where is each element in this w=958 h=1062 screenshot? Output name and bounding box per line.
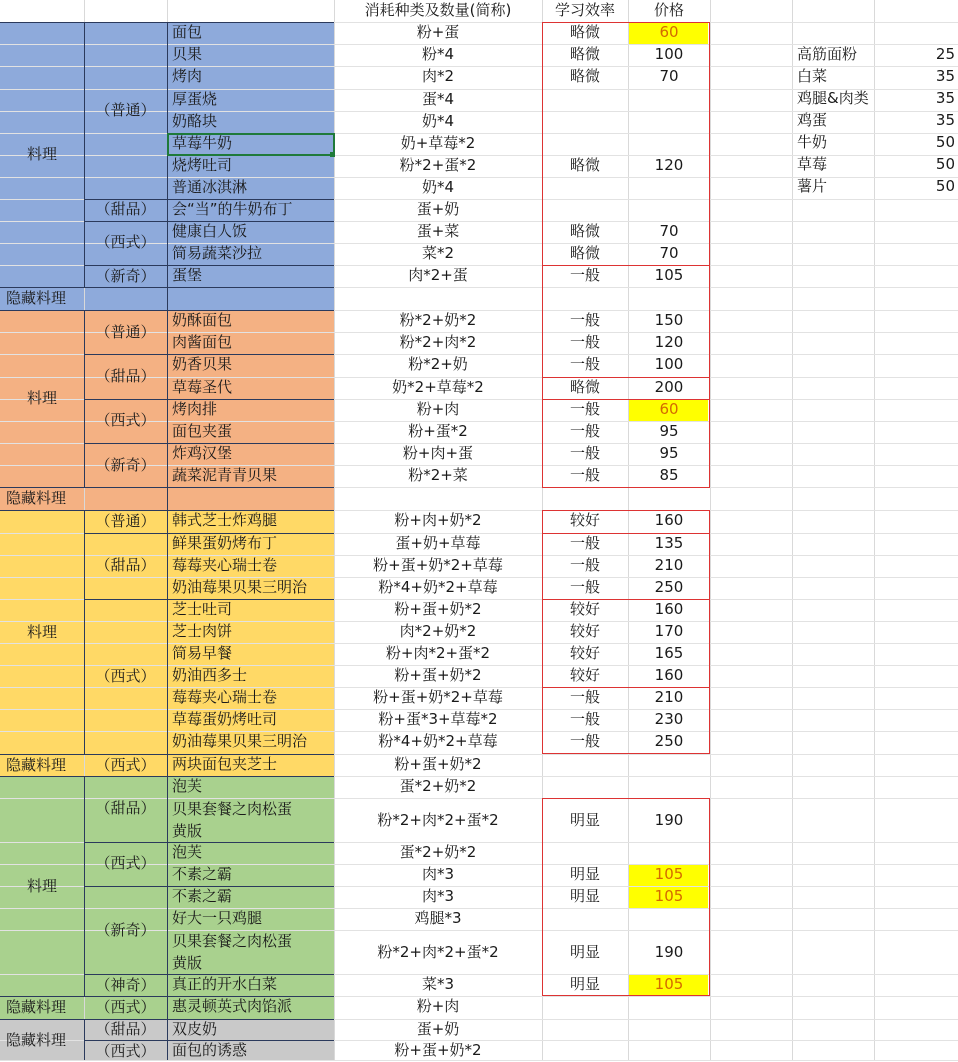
dish-name[interactable]: 简易蔬菜沙拉 — [172, 244, 263, 262]
ingredient-cell[interactable]: 粉*2+奶 — [408, 355, 468, 373]
section-label-hidden: 隐藏料理 — [6, 489, 67, 507]
dish-name[interactable]: 烧烤吐司 — [172, 156, 233, 174]
category-label: （甜品） — [95, 367, 156, 385]
price-cell[interactable]: 135 — [654, 534, 684, 552]
ingredient-cell[interactable]: 粉*4+奶*2+草莓 — [378, 732, 498, 750]
section-label: 料理 — [26, 145, 57, 163]
efficiency-cell[interactable]: 较好 — [569, 600, 600, 618]
category-label: （西式） — [95, 854, 156, 872]
efficiency-cell[interactable]: 明显 — [569, 811, 600, 829]
dish-name[interactable]: 面包的诱惑 — [172, 1041, 248, 1059]
ingredient-cell[interactable]: 粉*2+肉*2 — [399, 333, 477, 351]
price-cell[interactable]: 85 — [659, 466, 679, 484]
dish-name[interactable]: 芝士肉饼 — [172, 622, 233, 640]
dish-name[interactable]: 奶油莓果贝果三明治 — [172, 732, 308, 750]
header-ingredients: 消耗种类及数量(简称) — [364, 1, 512, 19]
dish-name-line2[interactable]: 黄版 — [172, 822, 203, 840]
ingredient-cell[interactable]: 粉*2+蛋*2 — [399, 156, 477, 174]
category-label: （西式） — [95, 998, 156, 1016]
dish-name[interactable]: 韩式芝士炸鸡腿 — [172, 511, 278, 529]
dish-name[interactable]: 真正的开水白菜 — [172, 975, 278, 993]
dish-name[interactable]: 贝果 — [172, 45, 203, 63]
category-label: （新奇） — [95, 921, 156, 939]
ingredient-cell[interactable]: 粉+肉+奶*2 — [394, 511, 482, 529]
ingredient-cell[interactable]: 粉*2+肉*2+蛋*2 — [377, 811, 499, 829]
ingredient-cell[interactable]: 菜*3 — [421, 975, 455, 993]
efficiency-cell[interactable]: 明显 — [569, 943, 600, 961]
price-cell[interactable]: 70 — [659, 222, 679, 240]
ingredient-name[interactable]: 薯片 — [797, 177, 828, 195]
ingredient-cell[interactable]: 粉+肉*2+蛋*2 — [385, 644, 491, 662]
dish-name[interactable]: 惠灵顿英式肉馅派 — [172, 997, 293, 1015]
dish-name[interactable]: 奶香贝果 — [172, 355, 233, 373]
category-label: （神奇） — [95, 976, 156, 994]
price-cell[interactable]: 95 — [659, 422, 679, 440]
efficiency-cell[interactable]: 明显 — [569, 865, 600, 883]
dish-name[interactable]: 草莓牛奶 — [172, 134, 233, 152]
efficiency-cell[interactable]: 明显 — [569, 887, 600, 905]
dish-name[interactable]: 炸鸡汉堡 — [172, 444, 233, 462]
efficiency-cell[interactable]: 一般 — [569, 732, 600, 750]
ingredient-cell[interactable]: 奶*2+草莓*2 — [392, 378, 484, 396]
price-cell[interactable]: 60 — [659, 400, 679, 418]
ingredient-cell[interactable]: 粉+肉+蛋 — [402, 444, 474, 462]
header-efficiency: 学习效率 — [554, 1, 615, 19]
ingredient-cell[interactable]: 粉*2+肉*2+蛋*2 — [377, 943, 499, 961]
price-cell[interactable]: 165 — [654, 644, 684, 662]
ingredient-name[interactable]: 草莓 — [797, 155, 828, 173]
category-label: （西式） — [95, 667, 156, 685]
efficiency-cell[interactable]: 一般 — [569, 534, 600, 552]
dish-name[interactable]: 草莓圣代 — [172, 378, 233, 396]
price-cell[interactable]: 250 — [654, 732, 684, 750]
efficiency-cell[interactable]: 略微 — [569, 378, 600, 396]
dish-name[interactable]: 两块面包夹芝士 — [172, 755, 278, 773]
price-cell[interactable]: 95 — [659, 444, 679, 462]
dish-name[interactable]: 好大一只鸡腿 — [172, 909, 263, 927]
dish-name[interactable]: 会“当”的牛奶布丁 — [172, 200, 293, 218]
category-label: （甜品） — [95, 1020, 156, 1038]
price-cell[interactable]: 200 — [654, 378, 684, 396]
ingredient-cell[interactable]: 蛋*2+奶*2 — [399, 843, 477, 861]
price-cell[interactable]: 120 — [654, 333, 684, 351]
dish-name[interactable]: 奶油莓果贝果三明治 — [172, 578, 308, 596]
price-cell[interactable]: 105 — [654, 865, 684, 883]
efficiency-cell[interactable]: 一般 — [569, 422, 600, 440]
ingredient-cell[interactable]: 肉*2+蛋 — [408, 266, 468, 284]
price-cell[interactable]: 105 — [654, 266, 684, 284]
price-cell[interactable]: 160 — [654, 666, 684, 684]
price-cell[interactable]: 210 — [654, 556, 684, 574]
price-cell[interactable]: 170 — [654, 622, 684, 640]
efficiency-cell[interactable]: 一般 — [569, 466, 600, 484]
dish-name[interactable]: 贝果套餐之肉松蛋 — [172, 932, 293, 950]
section-label: 料理 — [26, 877, 57, 895]
dish-name[interactable]: 健康白人饭 — [172, 222, 248, 240]
efficiency-cell[interactable]: 略微 — [569, 23, 600, 41]
efficiency-cell[interactable]: 一般 — [569, 444, 600, 462]
price-cell[interactable]: 250 — [654, 578, 684, 596]
section-label-hidden: 隐藏料理 — [6, 289, 67, 307]
section-label: 料理 — [26, 623, 57, 641]
efficiency-cell[interactable]: 略微 — [569, 67, 600, 85]
price-cell[interactable]: 160 — [654, 511, 684, 529]
dish-name[interactable]: 肉酱面包 — [172, 333, 233, 351]
category-label: （普通） — [95, 323, 156, 341]
efficiency-cell[interactable]: 一般 — [569, 355, 600, 373]
efficiency-cell[interactable]: 较好 — [569, 666, 600, 684]
ingredient-price[interactable]: 50 — [935, 155, 955, 173]
efficiency-cell[interactable]: 较好 — [569, 511, 600, 529]
ingredient-price[interactable]: 50 — [935, 133, 955, 151]
category-label: （新奇） — [95, 267, 156, 285]
ingredient-price[interactable]: 50 — [935, 177, 955, 195]
price-cell[interactable]: 100 — [654, 355, 684, 373]
efficiency-cell[interactable]: 一般 — [569, 556, 600, 574]
dish-name[interactable]: 面包 — [172, 23, 203, 41]
efficiency-cell[interactable]: 略微 — [569, 156, 600, 174]
price-cell[interactable]: 70 — [659, 244, 679, 262]
dish-name[interactable]: 鲜果蛋奶烤布丁 — [172, 534, 278, 552]
price-cell[interactable]: 60 — [659, 23, 679, 41]
ingredient-cell[interactable]: 菜*2 — [421, 244, 455, 262]
category-label: （普通） — [95, 101, 156, 119]
dish-name[interactable]: 蛋堡 — [172, 266, 203, 284]
ingredient-cell[interactable]: 粉*2+菜 — [408, 466, 468, 484]
dish-name[interactable]: 奶酪块 — [172, 112, 218, 130]
efficiency-cell[interactable]: 一般 — [569, 266, 600, 284]
ingredient-cell[interactable]: 鸡腿*3 — [414, 909, 462, 927]
section-label-hidden: 隐藏料理 — [6, 756, 67, 774]
price-cell[interactable]: 190 — [654, 811, 684, 829]
dish-name[interactable]: 不素之霸 — [172, 887, 233, 905]
ingredient-cell[interactable]: 粉+肉 — [416, 997, 460, 1015]
ingredient-cell[interactable]: 肉*2+奶*2 — [399, 622, 477, 640]
efficiency-cell[interactable]: 一般 — [569, 578, 600, 596]
ingredient-price[interactable]: 35 — [935, 111, 955, 129]
dish-name[interactable]: 不素之霸 — [172, 865, 233, 883]
dish-name[interactable]: 普通冰淇淋 — [172, 178, 248, 196]
ingredient-price[interactable]: 35 — [935, 89, 955, 107]
dish-name[interactable]: 奶油西多士 — [172, 666, 248, 684]
efficiency-cell[interactable]: 略微 — [569, 45, 600, 63]
section-label-hidden: 隐藏料理 — [6, 1031, 67, 1049]
efficiency-cell[interactable]: 略微 — [569, 244, 600, 262]
ingredient-cell[interactable]: 蛋+奶 — [416, 1020, 460, 1038]
dish-name[interactable]: 莓莓夹心瑞士卷 — [172, 688, 278, 706]
dish-name[interactable]: 莓莓夹心瑞士卷 — [172, 556, 278, 574]
category-label: （西式） — [95, 756, 156, 774]
ingredient-cell[interactable]: 肉*2 — [421, 67, 455, 85]
price-cell[interactable]: 210 — [654, 688, 684, 706]
efficiency-cell[interactable]: 一般 — [569, 710, 600, 728]
ingredient-cell[interactable]: 蛋*4 — [421, 90, 455, 108]
price-cell[interactable]: 70 — [659, 67, 679, 85]
efficiency-cell[interactable]: 一般 — [569, 311, 600, 329]
ingredient-cell[interactable]: 粉+蛋+奶*2 — [394, 755, 482, 773]
price-cell[interactable]: 100 — [654, 45, 684, 63]
ingredient-name[interactable]: 鸡蛋 — [797, 111, 828, 129]
efficiency-cell[interactable]: 略微 — [569, 222, 600, 240]
dish-name[interactable]: 厚蛋烧 — [172, 90, 218, 108]
dish-name[interactable]: 贝果套餐之肉松蛋 — [172, 800, 293, 818]
ingredient-name[interactable]: 高筋面粉 — [797, 45, 858, 63]
ingredient-cell[interactable]: 粉+蛋 — [416, 23, 460, 41]
ingredient-cell[interactable]: 粉+蛋*3+草莓*2 — [378, 710, 498, 728]
section-label: 料理 — [26, 389, 57, 407]
price-cell[interactable]: 160 — [654, 600, 684, 618]
ingredient-cell[interactable]: 奶+草莓*2 — [400, 134, 476, 152]
ingredient-cell[interactable]: 粉*4 — [421, 45, 455, 63]
price-cell[interactable]: 150 — [654, 311, 684, 329]
ingredient-cell[interactable]: 粉+蛋+奶*2 — [394, 1041, 482, 1059]
price-cell[interactable]: 190 — [654, 943, 684, 961]
efficiency-cell[interactable]: 较好 — [569, 622, 600, 640]
efficiency-cell[interactable]: 较好 — [569, 644, 600, 662]
ingredient-price[interactable]: 25 — [935, 45, 955, 63]
category-label: （普通） — [95, 512, 156, 530]
dish-name[interactable]: 芝士吐司 — [172, 600, 233, 618]
dish-name[interactable]: 烤肉排 — [172, 400, 218, 418]
dish-name[interactable]: 蔬菜泥青青贝果 — [172, 466, 278, 484]
category-label: （甜品） — [95, 556, 156, 574]
ingredient-cell[interactable]: 粉+蛋*2 — [408, 422, 468, 440]
ingredient-cell[interactable]: 肉*3 — [421, 887, 455, 905]
dish-name-line2[interactable]: 黄版 — [172, 954, 203, 972]
dish-name[interactable]: 双皮奶 — [172, 1020, 218, 1038]
ingredient-cell[interactable]: 粉*4+奶*2+草莓 — [378, 578, 498, 596]
ingredient-price[interactable]: 35 — [935, 67, 955, 85]
category-label: （新奇） — [95, 456, 156, 474]
dish-name[interactable]: 烤肉 — [172, 67, 203, 85]
ingredient-cell[interactable]: 蛋+菜 — [416, 222, 460, 240]
efficiency-cell[interactable]: 一般 — [569, 333, 600, 351]
dish-name[interactable]: 简易早餐 — [172, 644, 233, 662]
category-label: （甜品） — [95, 799, 156, 817]
price-cell[interactable]: 105 — [654, 887, 684, 905]
ingredient-cell[interactable]: 粉+蛋+奶*2 — [394, 600, 482, 618]
efficiency-cell[interactable]: 一般 — [569, 688, 600, 706]
ingredient-cell[interactable]: 粉+肉 — [416, 400, 460, 418]
ingredient-cell[interactable]: 粉*2+奶*2 — [399, 311, 477, 329]
ingredient-cell[interactable]: 粉+蛋+奶*2+草莓 — [373, 556, 503, 574]
ingredient-cell[interactable]: 蛋*2+奶*2 — [399, 777, 477, 795]
dish-name[interactable]: 面包夹蛋 — [172, 422, 233, 440]
category-label: （西式） — [95, 411, 156, 429]
dish-name[interactable]: 草莓蛋奶烤吐司 — [172, 710, 278, 728]
ingredient-name[interactable]: 白菜 — [797, 67, 828, 85]
efficiency-cell[interactable]: 明显 — [569, 975, 600, 993]
category-label: （西式） — [95, 233, 156, 251]
price-cell[interactable]: 105 — [654, 975, 684, 993]
ingredient-cell[interactable]: 奶*4 — [421, 178, 455, 196]
efficiency-cell[interactable]: 一般 — [569, 400, 600, 418]
dish-name[interactable]: 奶酥面包 — [172, 311, 233, 329]
ingredient-name[interactable]: 鸡腿&肉类 — [797, 89, 869, 107]
ingredient-cell[interactable]: 粉+蛋+奶*2 — [394, 666, 482, 684]
header-price: 价格 — [653, 1, 684, 19]
ingredient-cell[interactable]: 肉*3 — [421, 865, 455, 883]
price-cell[interactable]: 230 — [654, 710, 684, 728]
ingredient-name[interactable]: 牛奶 — [797, 133, 828, 151]
category-label: （甜品） — [95, 200, 156, 218]
ingredient-cell[interactable]: 奶*4 — [421, 112, 455, 130]
category-label: （西式） — [95, 1042, 156, 1060]
dish-name[interactable]: 泡芙 — [172, 843, 203, 861]
section-label-hidden: 隐藏料理 — [6, 998, 67, 1016]
dish-name[interactable]: 泡芙 — [172, 777, 203, 795]
price-cell[interactable]: 120 — [654, 156, 684, 174]
ingredient-cell[interactable]: 蛋+奶 — [416, 200, 460, 218]
ingredient-cell[interactable]: 蛋+奶+草莓 — [395, 534, 481, 552]
ingredient-cell[interactable]: 粉+蛋+奶*2+草莓 — [373, 688, 503, 706]
